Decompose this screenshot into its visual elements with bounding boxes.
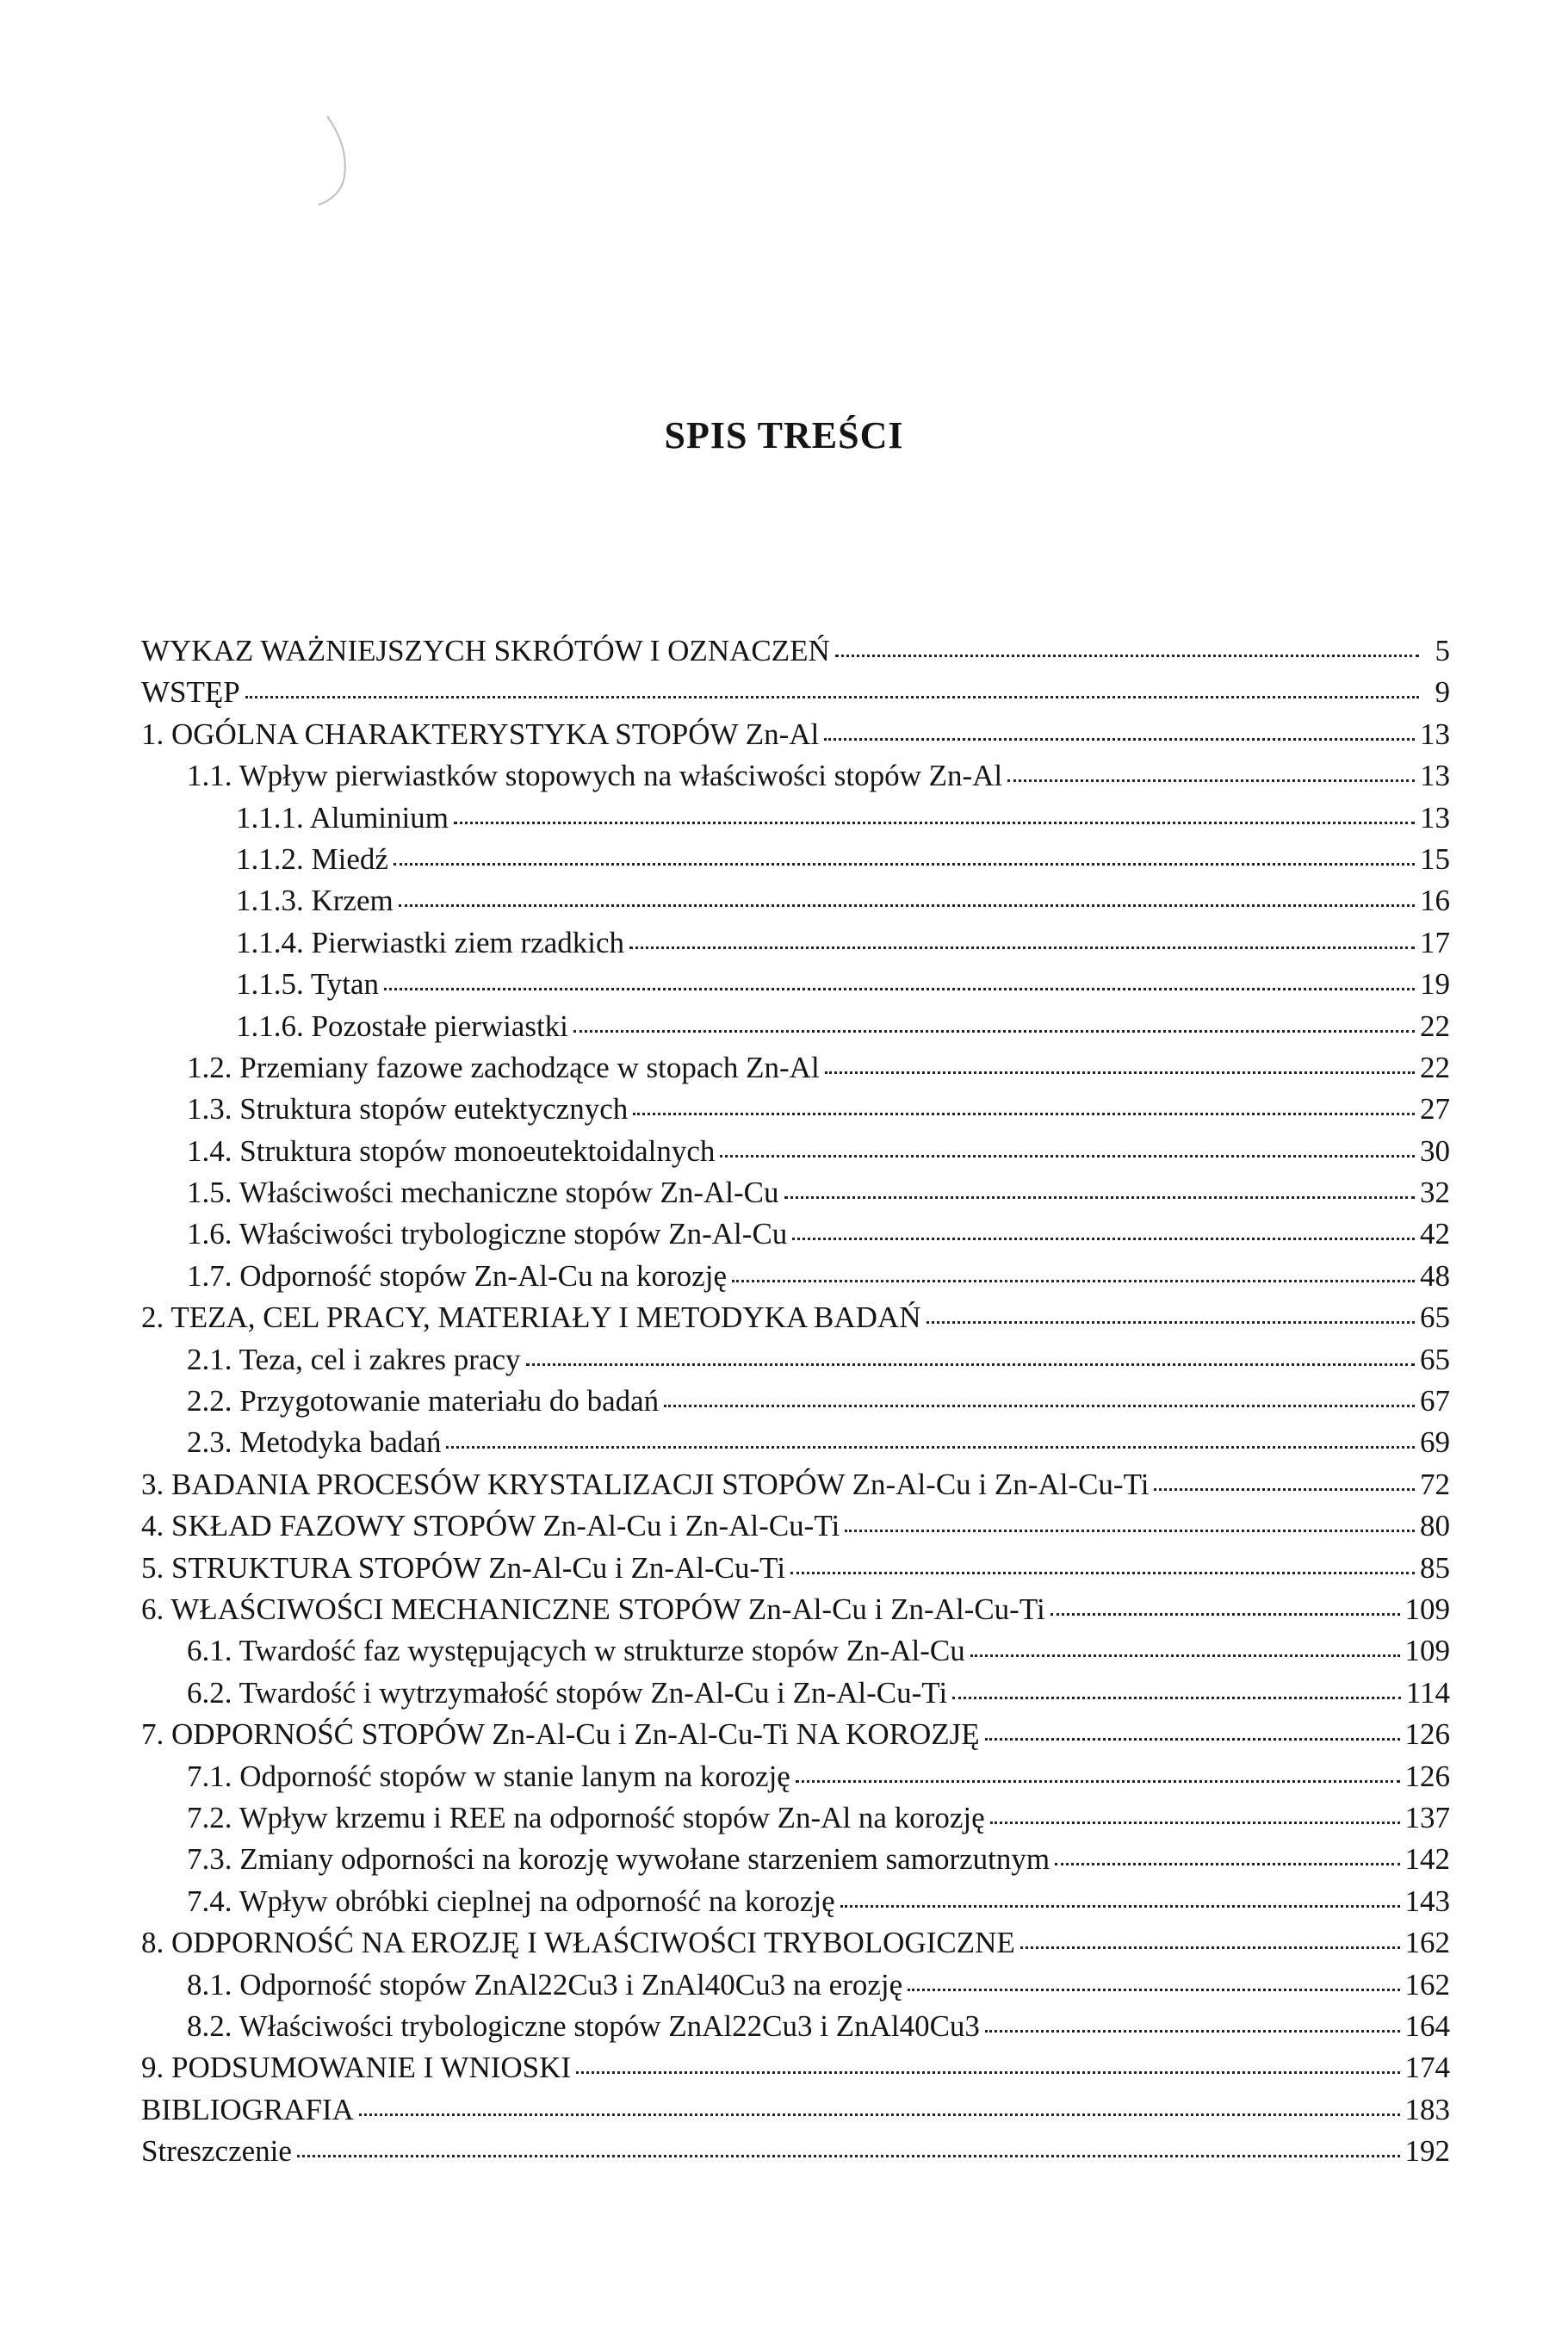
toc-dot-leader [792,1237,1415,1240]
toc-entry[interactable] [141,1464,1450,1505]
toc-entry-label: 1.6. Właściwości trybologiczne stopów Zn-Al-Cu [187,1217,788,1251]
toc-entry-label: 1.5. Właściwości mechaniczne stopów Zn-Al-Cu [187,1176,779,1210]
toc-entry-page-number: 126 [1404,1717,1450,1752]
toc-dot-leader [796,1779,1400,1783]
toc-entry-label: 8. ODPORNOŚĆ NA EROZJĘ I WŁAŚCIWOŚCI TRYBOLOGICZNE [141,1926,1015,1960]
toc-dot-leader [1007,779,1415,782]
toc-entry[interactable] [141,1047,1450,1089]
toc-entry-label: 7. ODPORNOŚĆ STOPÓW Zn-Al-Cu i Zn-Al-Cu-Ti NA KOROZJĘ [141,1717,980,1752]
toc-entry[interactable] [141,839,1450,880]
toc-entry-page-number: 69 [1420,1425,1450,1460]
toc-entry-label: 1. OGÓLNA CHARAKTERYSTYKA STOPÓW Zn-Al [141,717,820,751]
toc-entry[interactable] [141,1714,1450,1755]
toc-entry[interactable] [141,1881,1450,1922]
toc-entry[interactable] [141,1381,1450,1422]
toc-entry-page-number: 42 [1420,1217,1450,1251]
toc-entry-page-number: 164 [1404,2008,1450,2043]
toc-entry-label: 2.1. Teza, cel i zakres pracy [187,1342,521,1376]
toc-entry[interactable] [141,964,1450,1005]
toc-dot-leader [297,2154,1400,2157]
toc-entry-label: WSTĘP [141,675,240,710]
toc-entry-page-number: 48 [1420,1258,1450,1293]
toc-entry-page-number: 162 [1404,1926,1450,1960]
toc-entry[interactable] [141,1673,1450,1714]
toc-entry[interactable] [141,2131,1450,2172]
toc-entry-page-number: 65 [1420,1342,1450,1376]
toc-entry-page-number: 5 [1435,634,1450,667]
toc-entry-page-number: 22 [1420,1009,1450,1043]
toc-entry-page-number: 30 [1420,1133,1450,1168]
toc-entry-page-number: 13 [1420,759,1450,793]
toc-entry[interactable] [141,672,1450,713]
toc-entry[interactable] [141,1964,1450,2006]
table-of-contents [141,630,1450,2172]
toc-entry-label: 1.1.1. Aluminium [236,800,449,835]
toc-entry[interactable] [141,2089,1450,2131]
toc-dot-leader [664,1404,1415,1407]
toc-entry-page-number: 109 [1404,1634,1450,1668]
toc-entry-page-number: 126 [1404,1759,1450,1793]
toc-dot-leader [399,903,1415,907]
toc-entry-page-number: 27 [1420,1092,1450,1127]
toc-entry-label: 1.2. Przemiany fazowe zachodzące w stopach Zn-Al [187,1050,820,1084]
toc-dot-leader [573,1029,1415,1033]
toc-entry[interactable] [141,1589,1450,1630]
toc-entry-page-number: 32 [1420,1176,1450,1210]
toc-entry[interactable] [141,1797,1450,1839]
toc-entry-page-number: 114 [1405,1675,1450,1710]
toc-dot-leader [1050,1612,1400,1616]
page-title: SPIS TREŚCI [664,414,904,456]
toc-entry[interactable] [141,1630,1450,1672]
toc-entry-page-number: 72 [1420,1467,1450,1501]
toc-entry[interactable] [141,1131,1450,1172]
toc-dot-leader [990,1821,1400,1824]
toc-dot-leader [1055,1862,1399,1865]
toc-entry-label: 4. SKŁAD FAZOWY STOPÓW Zn-Al-Cu i Zn-Al-Cu-Ti [141,1509,840,1543]
toc-entry-page-number: 9 [1435,675,1450,710]
toc-entry-page-number: 109 [1404,1592,1450,1626]
toc-entry-page-number: 174 [1404,2051,1450,2085]
toc-entry-label: 7.2. Wpływ krzemu i REE na odporność stopów Zn-Al na korozję [187,1800,985,1834]
toc-entry-page-number: 183 [1404,2092,1450,2126]
toc-entry-label: 9. PODSUMOWANIE I WNIOSKI [141,2051,572,2085]
toc-entry-label: 1.1.5. Tytan [236,967,380,1002]
toc-dot-leader [845,1529,1415,1532]
toc-dot-leader [985,2029,1400,2033]
toc-entry-label: 3. BADANIA PROCESÓW KRYSTALIZACJI STOPÓW Zn-Al-Cu i Zn-Al-Cu-Ti [141,1467,1150,1501]
toc-entry[interactable] [141,1922,1450,1964]
toc-entry-label: 5. STRUKTURA STOPÓW Zn-Al-Cu i Zn-Al-Cu-Ti [141,1550,786,1585]
toc-dot-leader [970,1654,1400,1657]
toc-entry[interactable] [141,880,1450,922]
toc-entry[interactable] [141,630,1450,672]
toc-entry-label: 8.1. Odporność stopów ZnAl22Cu3 i ZnAl40Cu3 na erozję [187,1967,903,2002]
toc-entry-page-number: 137 [1404,1800,1450,1834]
toc-entry[interactable] [141,755,1450,797]
toc-dot-leader [790,1571,1415,1574]
toc-dot-leader [1020,1946,1400,1949]
toc-entry[interactable] [141,2047,1450,2089]
toc-entry-label: 7.4. Wpływ obróbki cieplnej na odporność na korozję [187,1884,835,1918]
toc-entry[interactable] [141,1256,1450,1297]
toc-entry-label: 6.1. Twardość faz występujących w strukturze stopów Zn-Al-Cu [187,1634,965,1668]
toc-dot-leader [908,1988,1399,1991]
toc-entry[interactable] [141,1505,1450,1547]
toc-entry-label: 7.1. Odporność stopów w stanie lanym na korozję [187,1759,790,1793]
toc-entry-page-number: 143 [1404,1884,1450,1918]
toc-entry-label: 1.3. Struktura stopów eutektycznych [187,1092,629,1127]
toc-entry[interactable] [141,714,1450,755]
toc-entry[interactable] [141,922,1450,964]
toc-entry-page-number: 13 [1420,717,1450,751]
toc-dot-leader [454,821,1415,824]
toc-dot-leader [952,1696,1401,1699]
toc-entry-label: 1.7. Odporność stopów Zn-Al-Cu na korozję [187,1258,727,1293]
toc-entry[interactable] [141,798,1450,839]
toc-dot-leader [526,1362,1415,1366]
toc-entry-label: 1.4. Struktura stopów monoeutektoidalnych [187,1133,716,1168]
toc-dot-leader [784,1195,1415,1199]
toc-entry[interactable] [141,2006,1450,2047]
toc-dot-leader [720,1154,1415,1158]
toc-dot-leader [840,1904,1400,1908]
toc-dot-leader [985,1737,1400,1741]
toc-dot-leader [835,654,1419,657]
toc-dot-leader [732,1279,1415,1282]
toc-entry[interactable] [141,1006,1450,1047]
toc-entry-page-number: 80 [1420,1509,1450,1543]
toc-entry[interactable] [141,1548,1450,1589]
toc-entry-page-number: 142 [1404,1842,1450,1877]
toc-entry[interactable] [141,1213,1450,1255]
toc-dot-leader [394,862,1415,866]
toc-dot-leader [245,695,1419,698]
toc-entry-label: 6.2. Twardość i wytrzymałość stopów Zn-Al-Cu i Zn-Al-Cu-Ti [187,1675,948,1710]
toc-dot-leader [446,1445,1415,1449]
toc-entry-page-number: 65 [1420,1300,1450,1335]
toc-entry[interactable] [141,1089,1450,1130]
toc-entry-label: BIBLIOGRAFIA [141,2092,354,2126]
toc-entry-page-number: 192 [1404,2134,1450,2169]
toc-entry-page-number: 85 [1420,1550,1450,1585]
toc-dot-leader [629,946,1415,949]
toc-dot-leader [384,987,1415,990]
toc-entry-label: Streszczenie [141,2134,292,2169]
toc-dot-leader [359,2113,1400,2116]
toc-entry-label: 6. WŁAŚCIWOŚCI MECHANICZNE STOPÓW Zn-Al-Cu i Zn-Al-Cu-Ti [141,1592,1045,1626]
toc-entry[interactable] [141,1839,1450,1880]
toc-entry-label: 1.1.2. Miedź [236,841,388,876]
scan-mark [310,112,362,207]
toc-entry[interactable] [141,1756,1450,1797]
toc-dot-leader [927,1320,1416,1324]
toc-entry[interactable] [141,1297,1450,1338]
toc-dot-leader [1154,1487,1415,1491]
toc-entry-label: 2.2. Przygotowanie materiału do badań [187,1384,660,1418]
toc-dot-leader [633,1112,1415,1115]
toc-dot-leader [825,1071,1415,1074]
toc-entry-label: WYKAZ WAŻNIEJSZYCH SKRÓTÓW I OZNACZEŃ [141,634,830,667]
toc-entry-page-number: 22 [1420,1050,1450,1084]
toc-entry-label: 1.1.6. Pozostałe pierwiastki [236,1009,568,1043]
toc-entry-page-number: 15 [1420,841,1450,876]
toc-dot-leader [576,2070,1399,2074]
toc-entry-page-number: 16 [1420,884,1450,918]
toc-entry-label: 2.3. Metodyka badań [187,1425,442,1460]
toc-entry-label: 8.2. Właściwości trybologiczne stopów ZnAl22Cu3 i ZnAl40Cu3 [187,2008,980,2043]
toc-entry-label: 1.1.4. Pierwiastki ziem rzadkich [236,925,624,959]
toc-entry[interactable] [141,1339,1450,1381]
toc-entry[interactable] [141,1172,1450,1213]
toc-entry-page-number: 19 [1420,967,1450,1002]
toc-entry-label: 7.3. Zmiany odporności na korozję wywołane starzeniem samorzutnym [187,1842,1050,1877]
toc-entry-page-number: 13 [1420,800,1450,835]
toc-dot-leader [824,737,1415,741]
toc-entry-label: 1.1.3. Krzem [236,884,394,918]
toc-entry-label: 2. TEZA, CEL PRACY, MATERIAŁY I METODYKA BADAŃ [141,1300,921,1335]
toc-entry-page-number: 162 [1404,1967,1450,2002]
toc-entry-page-number: 17 [1420,925,1450,959]
toc-entry[interactable] [141,1422,1450,1463]
toc-entry-label: 1.1. Wpływ pierwiastków stopowych na właściwości stopów Zn-Al [187,759,1003,793]
toc-entry-page-number: 67 [1420,1384,1450,1418]
